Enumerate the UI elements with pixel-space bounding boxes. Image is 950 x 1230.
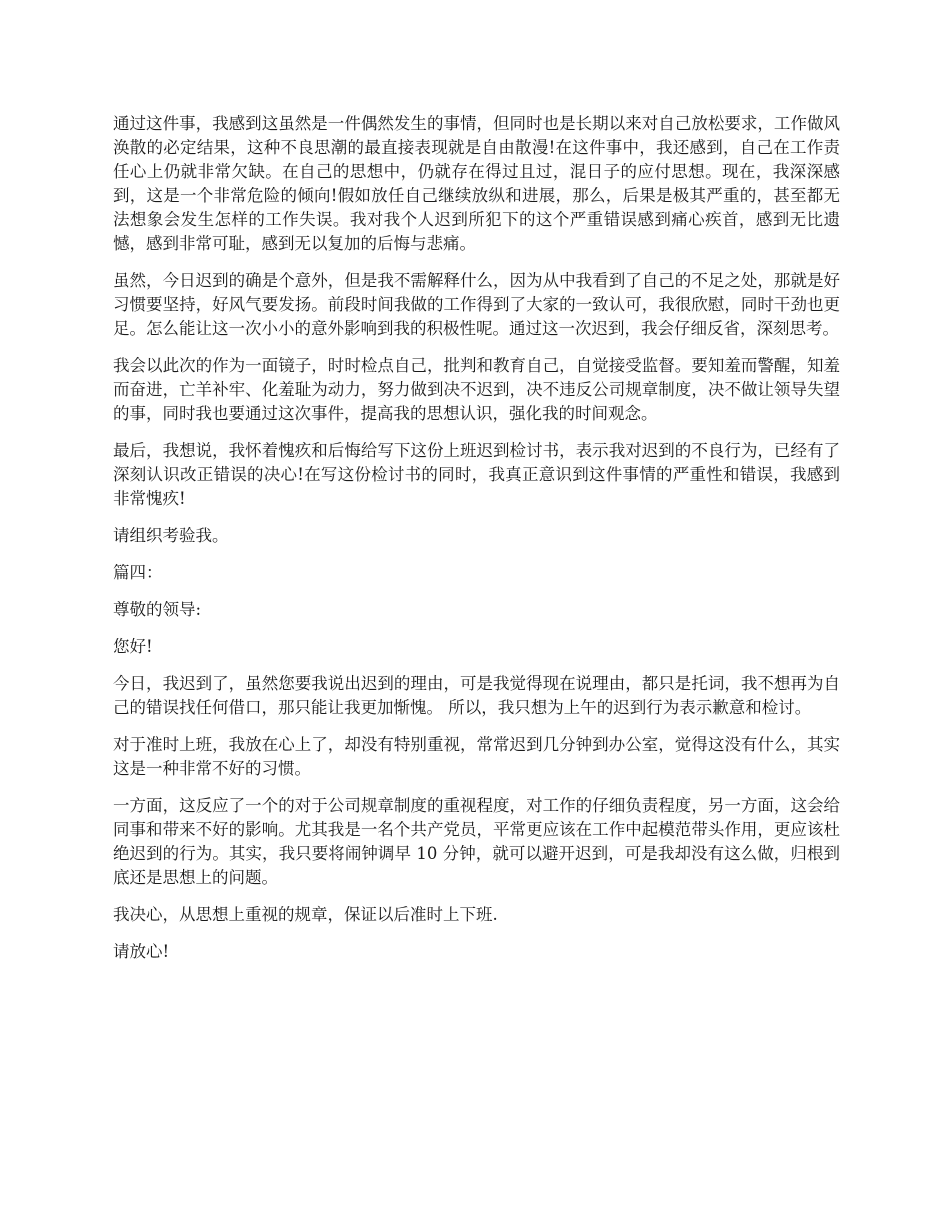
paragraph: 我会以此次的作为一面镜子，时时检点自己，批判和教育自己，自觉接受监督。要知羞而警醒，知羞而奋进，亡羊补牢、化羞耻为动力，努力做到决不迟到，决不违反公司规章制度，决不做让领导失望的事，同时我也要通过这次事件，提高我的思想认识，强化我的时间观念。: [113, 356, 840, 423]
document-body: [113, 112, 840, 977]
paragraph: 我决心，从思想上重视的规章，保证以后准时上下班.: [113, 905, 498, 924]
paragraph: 通过这件事，我感到这虽然是一件偶然发生的事情，但同时也是长期以来对自己放松要求，工作做风涣散的必定结果，这种不良思潮的最直接表现就是自由散漫!在这件事中，我还感到，自己在工作责任心上仍就非常欠缺。在自己的思想中，仍就存在得过且过，混日子的应付思想。现在，我深深感到，这是一个非常危险的倾向!假如放任自己继续放纵和进展，那么，后果是极其严重的，甚至都无法想象会发生怎样的工作失误。我对我个人迟到所犯下的这个严重错误感到痛心疾首，感到无比遗憾，感到非常可耻，感到无以复加的后悔与悲痛。: [113, 114, 840, 253]
paragraph: 最后，我想说，我怀着愧疚和后悔给写下这份上班迟到检讨书，表示我对迟到的不良行为，已经有了深刻认识改正错误的决心!在写这份检讨书的同时，我真正意识到这件事情的严重性和错误，我感到非常愧疚!: [113, 441, 840, 508]
paragraph: 今日，我迟到了，虽然您要我说出迟到的理由，可是我觉得现在说理由，都只是托词，我不想再为自己的错误找任何借口，那只能让我更加惭愧。 所以，我只想为上午的迟到行为表示歉意和检讨。: [113, 674, 840, 717]
paragraph: 一方面，这反应了一个的对于公司规章制度的重视程度，对工作的仔细负责程度，另一方面，这会给同事和带来不好的影响。尤其我是一名个共产党员，平常更应该在工作中起模范带头作用，更应该杜绝迟到的行为。其实，我只要将闹钟调早 10 分钟，就可以避开迟到，可是我却没有这么做，归根到底还是思想上的问题。: [113, 796, 840, 887]
paragraph: 对于准时上班，我放在心上了，却没有特别重视，常常迟到几分钟到办公室，觉得这没有什么，其实这是一种非常不好的习惯。: [113, 735, 840, 778]
paragraph: 虽然，今日迟到的确是个意外，但是我不需解释什么，因为从中我看到了自己的不足之处，那就是好习惯要坚持，好风气要发扬。前段时间我做的工作得到了大家的一致认可，我很欣慰，同时干劲也更足。怎么能让这一次小小的意外影响到我的积极性呢。通过这一次迟到，我会仔细反省，深刻思考。: [113, 271, 840, 338]
greeting: 您好!: [113, 637, 153, 656]
section-heading: 篇四：: [113, 563, 163, 582]
closing: 请放心!: [113, 942, 170, 961]
paragraph: 请组织考验我。: [113, 526, 229, 545]
salutation: 尊敬的领导:: [113, 600, 202, 619]
